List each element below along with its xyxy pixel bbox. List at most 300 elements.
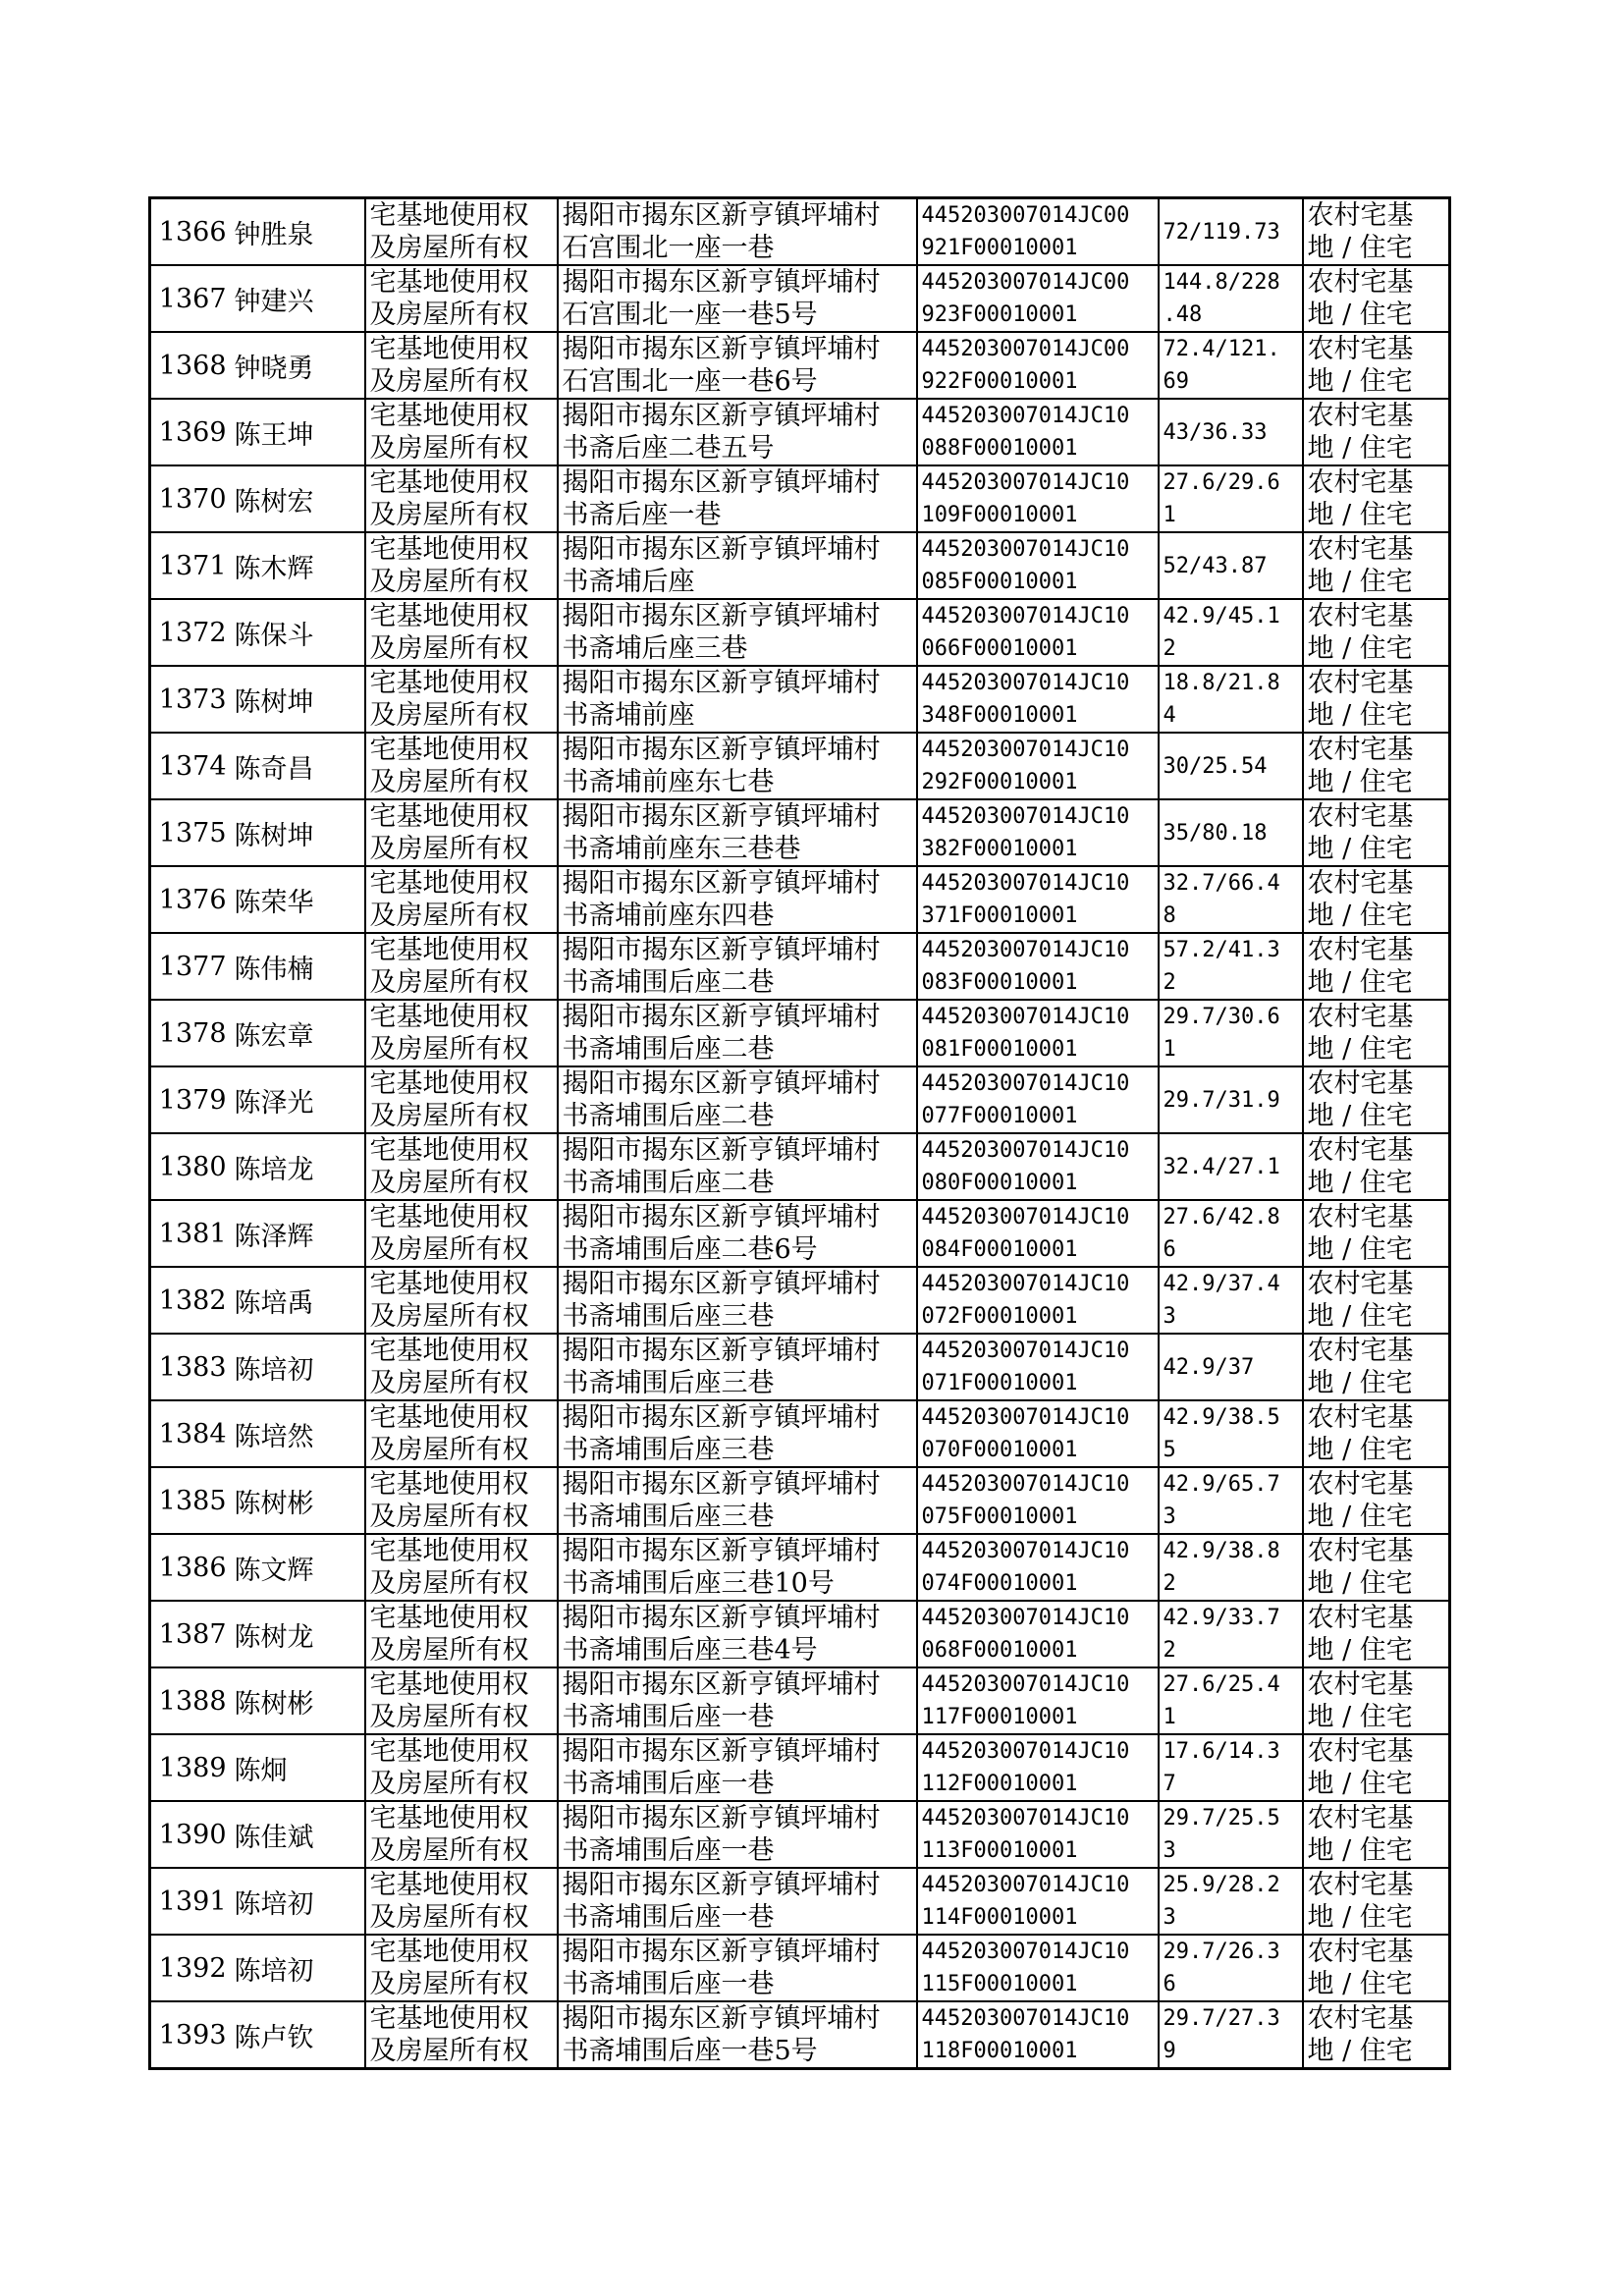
unit-code-line-1: 445203007014JC10 [921,1873,1130,1897]
area-lines [1164,1802,1298,1867]
area-line-1: 42.9/33.7 [1163,1606,1280,1630]
land-use-lines [1308,2002,1445,2067]
land-use-cell [1303,799,1450,866]
unit-code-line-2: 923F00010001 [921,302,1078,327]
unit-code-line-1: 445203007014JC10 [921,738,1130,762]
location-cell [558,799,917,866]
location-cell [558,1935,917,2001]
record-number-cell [150,1267,231,1334]
right-type-line-1: 宅基地使用权 [369,1603,529,1633]
area-lines [1164,600,1298,665]
right-type-line-2: 及房屋所有权 [369,967,529,998]
unit-code-lines [922,1602,1154,1667]
unit-code-lines [922,1869,1154,1934]
land-use-cell [1303,265,1450,332]
location-line-1: 揭阳市揭东区新亨镇坪埔村 [562,401,881,431]
location-cell [558,2001,917,2069]
land-use-lines [1308,1268,1445,1333]
unit-code-line-1: 445203007014JC00 [921,337,1130,361]
area-line-1: 42.9/38.5 [1163,1405,1280,1430]
record-number-cell [150,1868,231,1935]
owner-name: 陈培初 [234,1888,314,1920]
unit-code-line-1: 445203007014JC10 [921,871,1130,896]
right-type-cell [365,465,558,532]
unit-code-cell [917,599,1159,666]
unit-code-line-2: 074F00010001 [921,1571,1078,1596]
area-line-2: 2 [1163,636,1176,661]
right-type-cell [365,666,558,733]
area-cell [1159,866,1303,933]
right-type-line-1: 宅基地使用权 [369,1669,529,1700]
land-use-line-1: 农村宅基 [1307,1068,1414,1099]
table-row [150,465,1450,532]
location-cell [558,532,917,599]
area-value: 43/36.33 [1163,419,1268,445]
right-type-cell [365,1000,558,1066]
land-use-cell [1303,1200,1450,1267]
location-line-1: 揭阳市揭东区新亨镇坪埔村 [562,1870,881,1900]
location-lines [563,1201,912,1266]
table-row [150,1066,1450,1133]
land-use-cell [1303,1066,1450,1133]
right-type-lines [370,667,553,732]
right-type-line-2: 及房屋所有权 [369,1234,529,1265]
area-line-2: 6 [1163,1237,1176,1262]
land-use-line-1: 农村宅基 [1307,668,1414,698]
land-use-line-2: 地 / 住宅 [1307,300,1413,330]
location-line-1: 揭阳市揭东区新亨镇坪埔村 [562,1402,881,1433]
area-lines [1164,1535,1298,1600]
land-use-line-1: 农村宅基 [1307,1870,1414,1900]
right-type-cell [365,1667,558,1734]
location-line-2: 书斋埔前座 [562,700,695,731]
location-cell [558,1601,917,1667]
right-type-lines [370,333,553,398]
owner-name: 陈炯 [234,1755,288,1786]
right-type-line-2: 及房屋所有权 [369,1568,529,1599]
land-use-line-1: 农村宅基 [1307,1202,1414,1232]
right-type-line-1: 宅基地使用权 [369,267,529,298]
location-line-1: 揭阳市揭东区新亨镇坪埔村 [562,1269,881,1299]
land-use-line-2: 地 / 住宅 [1307,633,1413,664]
area-cell [1159,1667,1303,1734]
unit-code-cell [917,265,1159,332]
land-use-cell [1303,1534,1450,1601]
right-type-line-2: 及房屋所有权 [369,1034,529,1065]
owner-name-cell [231,1734,365,1801]
owner-name: 陈佳斌 [234,1822,314,1853]
record-number: 1381 [158,1218,227,1249]
unit-code-line-2: 080F00010001 [921,1171,1078,1195]
unit-code-line-1: 445203007014JC10 [921,1472,1130,1497]
right-type-cell [365,399,558,465]
area-cell [1159,265,1303,332]
location-line-2: 书斋埔围后座二巷 [562,967,775,998]
right-type-line-2: 及房屋所有权 [369,1168,529,1198]
location-lines [563,199,912,264]
location-line-1: 揭阳市揭东区新亨镇坪埔村 [562,1736,881,1767]
record-number-cell [150,1000,231,1066]
record-number: 1382 [158,1284,227,1316]
area-line-1: 42.9/38.8 [1163,1539,1280,1563]
location-line-1: 揭阳市揭东区新亨镇坪埔村 [562,735,881,765]
land-use-cell [1303,198,1450,266]
unit-code-line-1: 445203007014JC10 [921,1138,1130,1163]
right-type-line-2: 及房屋所有权 [369,1301,529,1332]
land-use-lines [1308,667,1445,732]
area-cell [1159,1200,1303,1267]
right-type-lines [370,1134,553,1199]
record-number-cell [150,1667,231,1734]
right-type-line-2: 及房屋所有权 [369,433,529,464]
land-use-line-2: 地 / 住宅 [1307,366,1413,397]
right-type-line-2: 及房屋所有权 [369,901,529,931]
unit-code-lines [922,667,1154,732]
land-use-line-1: 农村宅基 [1307,601,1414,631]
owner-name-cell [231,1000,365,1066]
right-type-line-2: 及房屋所有权 [369,2036,529,2066]
right-type-line-1: 宅基地使用权 [369,1269,529,1299]
area-lines [1164,1602,1298,1667]
right-type-lines [370,934,553,999]
unit-code-cell [917,2001,1159,2069]
land-use-line-1: 农村宅基 [1307,1736,1414,1767]
table-row [150,866,1450,933]
land-use-line-2: 地 / 住宅 [1307,1301,1413,1332]
owner-name-cell [231,1601,365,1667]
unit-code-line-1: 445203007014JC10 [921,1672,1130,1697]
table-row [150,1534,1450,1601]
land-use-line-2: 地 / 住宅 [1307,1168,1413,1198]
area-line-2: 2 [1163,970,1176,995]
location-cell [558,1267,917,1334]
unit-code-cell [917,198,1159,266]
land-use-line-2: 地 / 住宅 [1307,700,1413,731]
location-lines [563,934,912,999]
right-type-lines [370,867,553,932]
record-number-cell [150,599,231,666]
land-use-line-2: 地 / 住宅 [1307,967,1413,998]
area-line-2: 3 [1163,1304,1176,1329]
land-use-lines [1308,1602,1445,1667]
right-type-line-1: 宅基地使用权 [369,401,529,431]
land-use-line-1: 农村宅基 [1307,1135,1414,1166]
location-line-2: 石宫围北一座一巷 [562,233,775,263]
table-row [150,532,1450,599]
unit-code-lines [922,1268,1154,1333]
area-line-2: 3 [1163,1905,1176,1930]
unit-code-lines [922,600,1154,665]
location-line-1: 揭阳市揭东区新亨镇坪埔村 [562,534,881,565]
right-type-cell [365,799,558,866]
area-value: 42.9/37 [1163,1354,1255,1380]
area-lines [1164,1869,1298,1934]
location-line-2: 书斋埔围后座二巷 [562,1168,775,1198]
location-cell [558,666,917,733]
area-cell [1159,1935,1303,2001]
location-cell [558,1133,917,1200]
table-row [150,1267,1450,1334]
unit-code-lines [922,2002,1154,2067]
location-lines [563,1602,912,1667]
table-row [150,2001,1450,2069]
area-line-1: 144.8/228 [1163,270,1280,295]
right-type-cell [365,532,558,599]
land-use-lines [1308,734,1445,798]
land-use-cell [1303,399,1450,465]
land-use-cell [1303,666,1450,733]
right-type-cell [365,1801,558,1868]
record-number-cell [150,1133,231,1200]
land-use-lines [1308,400,1445,464]
location-cell [558,332,917,399]
area-line-2: 3 [1163,1838,1176,1863]
land-use-line-1: 农村宅基 [1307,1402,1414,1433]
unit-code-line-2: 075F00010001 [921,1504,1078,1529]
right-type-lines [370,1802,553,1867]
area-cell [1159,1400,1303,1467]
land-use-cell [1303,1868,1450,1935]
owner-name-cell [231,198,365,266]
right-type-cell [365,1400,558,1467]
land-use-line-2: 地 / 住宅 [1307,500,1413,530]
area-value: 30/25.54 [1163,753,1268,779]
right-type-line-2: 及房屋所有权 [369,1969,529,1999]
table-row [150,666,1450,733]
unit-code-line-2: 109F00010001 [921,503,1078,527]
right-type-line-2: 及房屋所有权 [369,567,529,597]
land-use-line-2: 地 / 住宅 [1307,1835,1413,1866]
land-use-line-1: 农村宅基 [1307,1002,1414,1032]
owner-name: 陈宏章 [234,1020,314,1052]
unit-code-line-1: 445203007014JC10 [921,1739,1130,1764]
location-line-1: 揭阳市揭东区新亨镇坪埔村 [562,1669,881,1700]
unit-code-line-2: 348F00010001 [921,703,1078,728]
right-type-line-2: 及房屋所有权 [369,1502,529,1532]
area-cell [1159,198,1303,266]
location-line-2: 书斋埔围后座二巷6号 [562,1234,818,1265]
owner-name-cell [231,1467,365,1534]
land-use-cell [1303,1734,1450,1801]
location-line-2: 书斋埔围后座一巷 [562,1902,775,1933]
owner-name: 陈荣华 [234,887,314,918]
location-line-1: 揭阳市揭东区新亨镇坪埔村 [562,1603,881,1633]
location-line-2: 书斋埔围后座三巷10号 [562,1568,835,1599]
right-type-cell [365,2001,558,2069]
owner-name-cell [231,532,365,599]
unit-code-cell [917,1467,1159,1534]
right-type-cell [365,1334,558,1400]
unit-code-line-1: 445203007014JC10 [921,938,1130,962]
unit-code-line-2: 071F00010001 [921,1371,1078,1395]
right-type-lines [370,1335,553,1399]
right-type-cell [365,1066,558,1133]
unit-code-lines [922,1001,1154,1066]
record-number-cell [150,1534,231,1601]
right-type-lines [370,400,553,464]
table-body [150,198,1450,2069]
unit-code-line-2: 070F00010001 [921,1438,1078,1462]
location-cell [558,265,917,332]
area-cell [1159,1133,1303,1200]
area-cell [1159,599,1303,666]
land-use-line-2: 地 / 住宅 [1307,1635,1413,1666]
owner-name-cell [231,599,365,666]
record-number: 1391 [158,1885,227,1917]
area-line-1: 27.6/25.4 [1163,1672,1280,1697]
location-line-2: 书斋埔围后座一巷 [562,1835,775,1866]
land-use-lines [1308,1134,1445,1199]
area-line-2: 1 [1163,1705,1176,1729]
land-use-line-2: 地 / 住宅 [1307,1769,1413,1799]
unit-code-line-2: 085F00010001 [921,570,1078,594]
right-type-line-1: 宅基地使用权 [369,2003,529,2034]
record-number: 1376 [158,884,227,915]
record-number-cell [150,2001,231,2069]
right-type-line-1: 宅基地使用权 [369,668,529,698]
record-number-cell [150,1334,231,1400]
unit-code-cell [917,1935,1159,2001]
unit-code-cell [917,1400,1159,1467]
land-use-cell [1303,532,1450,599]
unit-code-cell [917,1601,1159,1667]
table-row [150,933,1450,1000]
owner-name-cell [231,1534,365,1601]
location-cell [558,1000,917,1066]
location-line-1: 揭阳市揭东区新亨镇坪埔村 [562,1803,881,1833]
owner-name: 陈树彬 [234,1688,314,1720]
unit-code-line-2: 118F00010001 [921,2039,1078,2063]
location-line-2: 书斋埔后座三巷 [562,633,748,664]
right-type-lines [370,1401,553,1466]
location-lines [563,1134,912,1199]
location-lines [563,400,912,464]
land-use-cell [1303,1133,1450,1200]
area-line-1: 27.6/42.8 [1163,1205,1280,1229]
unit-code-lines [922,1401,1154,1466]
owner-name-cell [231,1667,365,1734]
right-type-line-1: 宅基地使用权 [369,601,529,631]
area-line-2: 8 [1163,903,1176,928]
area-line-1: 18.8/21.8 [1163,671,1280,695]
unit-code-lines [922,1735,1154,1800]
land-use-line-2: 地 / 住宅 [1307,1435,1413,1465]
record-number: 1371 [158,550,227,581]
unit-code-lines [922,266,1154,331]
unit-code-lines [922,1134,1154,1199]
record-number-cell [150,1066,231,1133]
location-line-2: 书斋埔围后座一巷 [562,1769,775,1799]
location-cell [558,1667,917,1734]
land-use-line-1: 农村宅基 [1307,1336,1414,1366]
land-use-cell [1303,1935,1450,2001]
record-number-cell [150,1801,231,1868]
unit-code-cell [917,465,1159,532]
area-cell [1159,933,1303,1000]
owner-name-cell [231,866,365,933]
land-use-cell [1303,465,1450,532]
unit-code-lines [922,533,1154,598]
location-line-1: 揭阳市揭东区新亨镇坪埔村 [562,1336,881,1366]
unit-code-line-1: 445203007014JC10 [921,404,1130,428]
right-type-lines [370,266,553,331]
unit-code-line-1: 445203007014JC10 [921,604,1130,628]
land-use-line-1: 农村宅基 [1307,467,1414,498]
unit-code-lines [922,400,1154,464]
location-lines [563,867,912,932]
right-type-line-2: 及房屋所有权 [369,1368,529,1398]
land-use-line-1: 农村宅基 [1307,1803,1414,1833]
record-number-cell [150,1935,231,2001]
location-line-2: 石宫围北一座一巷6号 [562,366,818,397]
owner-name: 陈培初 [234,1354,314,1386]
location-line-2: 书斋埔围后座一巷 [562,1969,775,1999]
right-type-line-2: 及房屋所有权 [369,834,529,864]
location-lines [563,1535,912,1600]
area-value: 32.4/27.1 [1163,1154,1280,1179]
location-line-2: 书斋后座二巷五号 [562,433,775,464]
right-type-lines [370,2002,553,2067]
unit-code-line-1: 445203007014JC10 [921,1005,1130,1029]
land-use-line-1: 农村宅基 [1307,1937,1414,1967]
right-type-cell [365,733,558,799]
table-row [150,1868,1450,1935]
location-line-2: 书斋埔前座东四巷 [562,901,775,931]
land-use-lines [1308,199,1445,264]
unit-code-lines [922,734,1154,798]
record-number: 1385 [158,1485,227,1516]
land-use-cell [1303,1267,1450,1334]
land-use-line-1: 农村宅基 [1307,2003,1414,2034]
unit-code-cell [917,733,1159,799]
land-use-line-1: 农村宅基 [1307,267,1414,298]
table-row [150,1734,1450,1801]
unit-code-line-2: 371F00010001 [921,903,1078,928]
land-use-line-2: 地 / 住宅 [1307,901,1413,931]
location-cell [558,1334,917,1400]
right-type-lines [370,1268,553,1333]
land-use-line-1: 农村宅基 [1307,1269,1414,1299]
owner-name: 陈泽辉 [234,1221,314,1252]
location-lines [563,266,912,331]
table-row [150,1935,1450,2001]
land-use-lines [1308,333,1445,398]
right-type-line-2: 及房屋所有权 [369,1101,529,1131]
owner-name-cell [231,666,365,733]
land-use-line-2: 地 / 住宅 [1307,1702,1413,1732]
land-use-lines [1308,800,1445,865]
area-cell [1159,1868,1303,1935]
area-cell [1159,1334,1303,1400]
unit-code-cell [917,1868,1159,1935]
area-lines [1164,1268,1298,1333]
right-type-cell [365,1133,558,1200]
right-type-line-1: 宅基地使用权 [369,1068,529,1099]
right-type-cell [365,1935,558,2001]
land-use-cell [1303,1000,1450,1066]
unit-code-line-1: 445203007014JC10 [921,537,1130,562]
right-type-line-1: 宅基地使用权 [369,1803,529,1833]
record-number-cell [150,1400,231,1467]
location-lines [563,734,912,798]
unit-code-line-2: 066F00010001 [921,636,1078,661]
area-lines [1164,333,1298,398]
area-lines [1164,1735,1298,1800]
record-number: 1390 [158,1819,227,1850]
owner-name: 陈保斗 [234,620,314,651]
unit-code-line-2: 083F00010001 [921,970,1078,995]
area-lines [1164,934,1298,999]
